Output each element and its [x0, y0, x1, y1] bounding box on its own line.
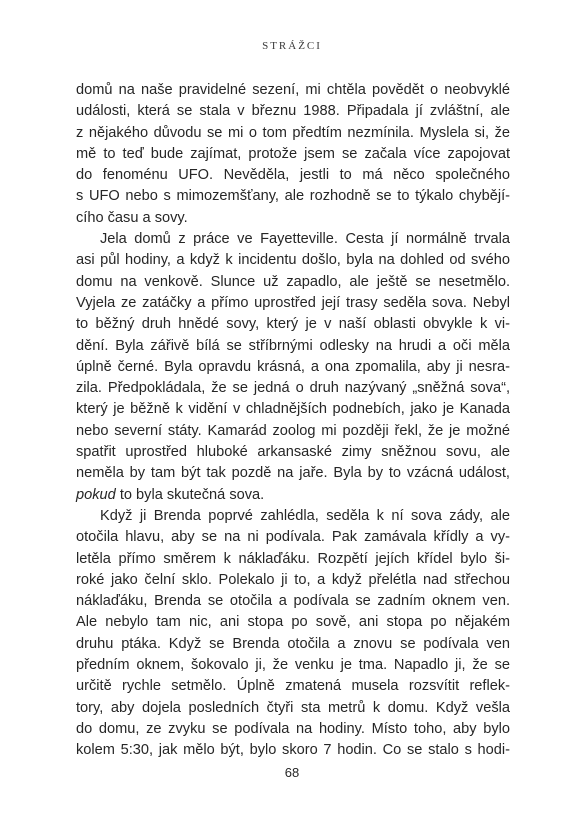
text-line: určitě rychle setmělo. Úplně zmatená musela rozsvítit reflek- — [76, 678, 510, 695]
body-text — [76, 80, 510, 762]
text-line: druhu ptáka. Když se Brenda otočila a znovu se podívala ven — [76, 635, 510, 652]
text-line: domu na venkově. Slunce už zapadlo, ale ještě se nesetmělo. — [76, 273, 510, 290]
text-line: dění. Byla zářivě bílá se stříbrnými odlesky na hrudi a oči měla — [76, 337, 510, 354]
text-line: události, která se stala v březnu 1988. Připadala jí zvláštní, ale — [76, 103, 510, 120]
text-line: mě to teď bude zajímat, protože jsem se začala více zapojovat — [76, 145, 510, 162]
text-line: tory, aby dojela posledních čtyři sta metrů k domu. Když vešla — [76, 699, 510, 716]
italic-line-rest: to byla skutečná sova. — [115, 486, 265, 503]
text-line: úplně černé. Byla opravdu krásná, a ona zpomalila, aby ji nesra- — [76, 358, 510, 375]
text-line: letěla přímo směrem k náklaďáku. Rozpětí jejích křídel bylo ši- — [76, 550, 510, 567]
text-line: Jela domů z práce ve Fayetteville. Cesta jí normálně trvala — [100, 231, 510, 248]
text-line: z nějakého důvodu se mi o tom předtím nezmínila. Myslela si, že — [76, 124, 510, 141]
text-line: který je běžně k vidění v chladnějších podnebích, jako je Kanada — [76, 401, 510, 418]
text-line: asi půl hodiny, a když k incidentu došlo, byla na dohled od svého — [76, 252, 510, 269]
text-line: neměla by tam být tak pozdě na jaře. Byla by to vzácná událost, — [76, 465, 510, 482]
text-line-italic — [76, 485, 510, 506]
text-line: cího času a sovy. — [76, 209, 188, 226]
text-line: zila. Předpokládala, že se jedná o druh nazývaný „sněžná sova“, — [76, 380, 510, 397]
text-line: Ale nebylo tam nic, ani stopa po sově, ani stopa po nějakém — [76, 614, 510, 631]
text-line: předním oknem, šokovalo ji, že venku je tma. Napadlo ji, že se — [76, 657, 510, 674]
text-line: otočila hlavu, aby se na ni podívala. Pak zamávala křídly a vy- — [76, 529, 510, 546]
text-line: spatřit uprostřed hluboké arkansaské zimy sněžnou sovu, ale — [76, 444, 510, 461]
text-line: náklaďáku, Brenda se otočila a podívala se zadním oknem ven. — [76, 593, 510, 610]
running-head: STRÁŽCI — [262, 40, 322, 52]
text-line: s UFO nebo s mimozemšťany, ale rozhodně se to týkalo chybějí- — [76, 188, 510, 205]
text-line: Když ji Brenda poprvé zahlédla, seděla k ní sova zády, ale — [100, 507, 510, 524]
italic-word: pokud — [76, 486, 116, 503]
text-line: to běžný druh hnědé sovy, který je v naší oblasti obvykle k vi- — [76, 316, 510, 333]
text-line: roké jako čelní sklo. Polekalo ji to, a když přelétla nad střechou — [76, 571, 510, 588]
page-number: 68 — [284, 765, 300, 780]
text-line: Vyjela ze zatáčky a přímo uprostřed její trasy seděla sova. Nebyl — [76, 294, 510, 311]
text-line: nebo severní státy. Kamarád zoolog mi později řekl, že je možné — [76, 422, 510, 439]
text-line: domů na naše pravidelné sezení, mi chtěla povědět o neobvyklé — [76, 82, 510, 98]
text-line: do domu, ze zvyku se podívala na hodiny. Místo toho, aby bylo — [76, 720, 510, 737]
text-line: do fenoménu UFO. Nevěděla, jestli to má něco společného — [76, 167, 510, 184]
text-line: kolem 5:30, jak mělo být, bylo skoro 7 hodin. Co se stalo s hodi- — [76, 742, 510, 759]
